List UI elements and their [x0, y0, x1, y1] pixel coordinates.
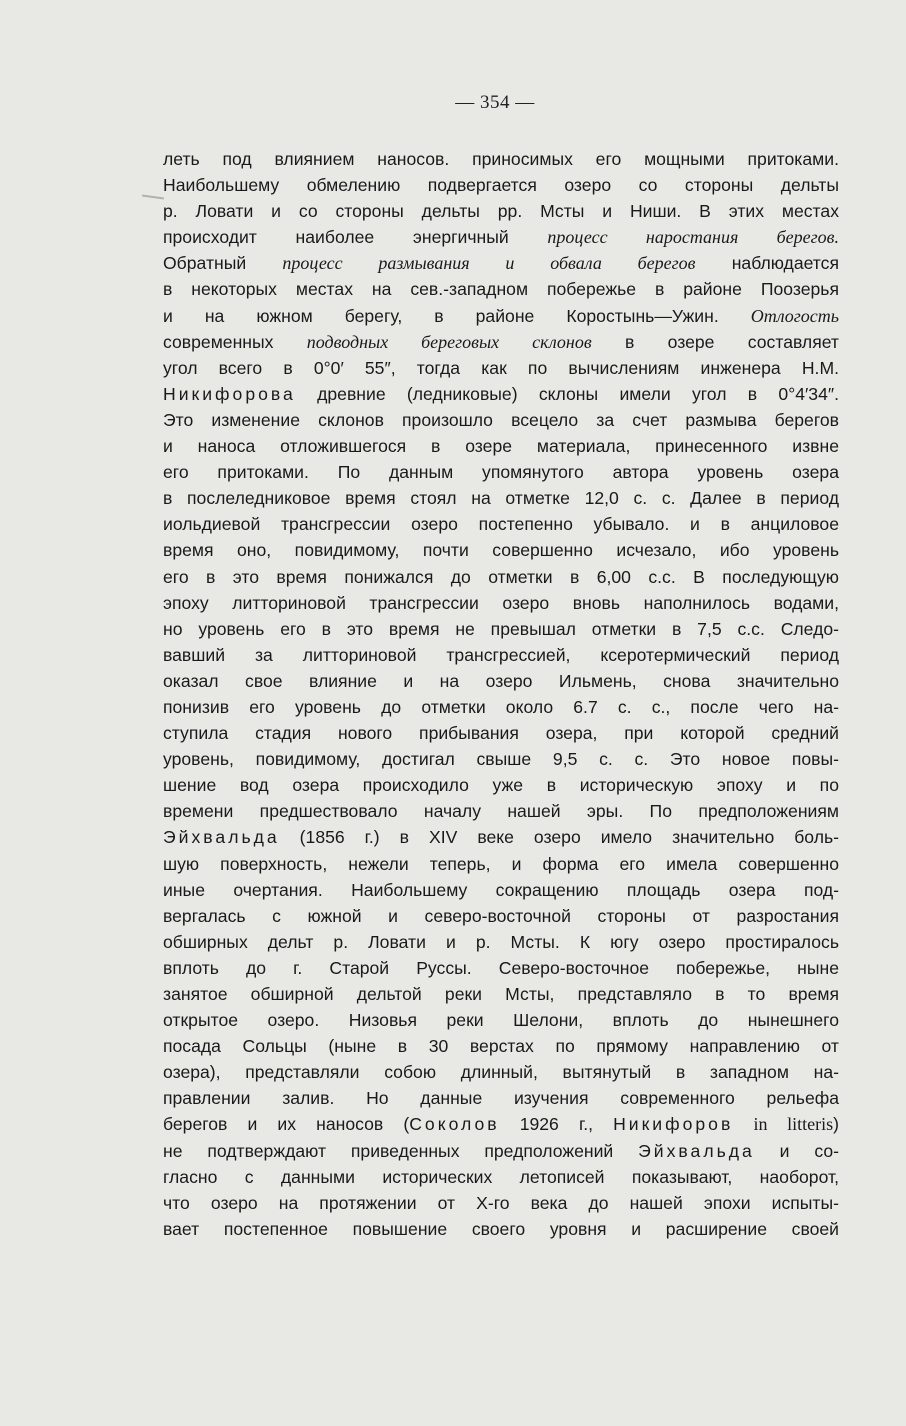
text-line	[163, 511, 839, 537]
text-line	[163, 146, 839, 172]
text-line	[163, 303, 839, 329]
text-run: Это изменение склонов произошло всецело за счет размыва берегов	[163, 409, 839, 430]
latin-phrase: in litteris	[753, 1114, 834, 1135]
text-run: иольдиевой трансгрессии озеро постепенно убывало. и в анциловое	[163, 514, 839, 535]
text-run: Обратный	[163, 253, 283, 274]
text-line	[163, 694, 839, 720]
text-run: берегов и их наносов (	[163, 1114, 410, 1135]
text-line	[163, 616, 839, 642]
text-run: угол всего в 0°0′ 55″, тогда как по вычислениям инженера Н.М.	[163, 357, 839, 378]
text-line	[163, 929, 839, 955]
text-run: шую поверхность, нежели теперь, и форма его имела совершенно	[163, 853, 839, 874]
text-line	[163, 381, 839, 407]
author-name: Никифорова	[163, 383, 296, 404]
text-run: понизив его уровень до отметки около 6.7 с. с., после чего на-	[163, 696, 839, 717]
text-run: древние (ледниковые) склоны имели угол в 0°4′34″.	[295, 383, 839, 404]
text-run: современных	[163, 331, 307, 352]
text-run: не подтверждают приведенных предположений	[163, 1140, 639, 1161]
text-run: вавший за литториновой трансгрессией, ксеротермический период	[163, 644, 839, 665]
text-line	[163, 1164, 839, 1190]
text-run: уровень, повидимому, достигал свыше 9,5 с. с. Это новое повы-	[163, 749, 839, 770]
body-text	[163, 146, 839, 1242]
margin-pencil-mark	[142, 194, 164, 199]
text-run: (1856 г.) в XIV веке озеро имело значительно боль-	[279, 827, 839, 848]
author-name: Эйхвальда	[638, 1140, 755, 1161]
text-line	[163, 903, 839, 929]
text-run: в послеледниковое время стоял на отметке 12,0 с. с. Далее в период	[163, 488, 839, 509]
text-line	[163, 1111, 839, 1137]
text-run: в озере составляет	[591, 331, 839, 352]
text-line	[163, 1007, 839, 1033]
text-run: но уровень его в это время не превышал отметки в 7,5 с.с. Следо-	[163, 618, 839, 639]
text-run: вплоть до г. Старой Руссы. Северо-восточное побережье, ныне	[163, 957, 839, 978]
text-line	[163, 955, 839, 981]
text-line	[163, 590, 839, 616]
author-name: Эйхвальда	[163, 827, 280, 848]
text-line	[163, 824, 839, 850]
page-number: — 354 —	[455, 92, 535, 113]
text-line	[163, 772, 839, 798]
text-line	[163, 459, 839, 485]
text-run: шение вод озера происходило уже в историческую эпоху и по	[163, 775, 839, 796]
text-line	[163, 224, 839, 250]
text-line	[163, 1085, 839, 1111]
text-run: и на южном берегу, в районе Коростынь—Ужин.	[163, 305, 751, 326]
text-line	[163, 485, 839, 511]
text-line	[163, 198, 839, 224]
author-name: Никифоров	[613, 1114, 734, 1135]
text-run: обширных дельт р. Ловати и р. Мсты. К югу озеро простиралось	[163, 931, 839, 952]
text-run: )	[833, 1114, 839, 1135]
italic-term: подводных береговых склонов	[306, 331, 592, 352]
italic-term: Отлогость	[750, 305, 839, 326]
text-line	[163, 1059, 839, 1085]
text-run: и наноса отложившегося в озере материала, принесенного извне	[163, 436, 839, 457]
text-run: правлении залив. Но данные изучения современного рельефа	[163, 1088, 839, 1109]
text-run: в некоторых местах на сев.-западном побережье в районе Поозерья	[163, 279, 839, 300]
text-line	[163, 1033, 839, 1059]
text-run: вергалась с южной и северо-восточной стороны от разростания	[163, 905, 839, 926]
italic-term: процесс наростания берегов.	[547, 227, 839, 248]
text-line	[163, 250, 839, 276]
text-line	[163, 564, 839, 590]
text-run: иные очертания. Наибольшему сокращению площадь озера под-	[163, 879, 839, 900]
text-run: его в это время понижался до отметки в 6,00 с.с. В последующую	[163, 566, 839, 587]
text-line	[163, 537, 839, 563]
text-line	[163, 355, 839, 381]
text-line	[163, 746, 839, 772]
text-line	[163, 642, 839, 668]
text-run: леть под влиянием наносов. приносимых его мощными притоками.	[163, 149, 839, 169]
text-line	[163, 798, 839, 824]
text-run: время оно, повидимому, почти совершенно исчезало, ибо уровень	[163, 540, 839, 561]
text-run: оказал свое влияние и на озеро Ильмень, снова значительно	[163, 670, 839, 691]
text-line	[163, 981, 839, 1007]
text-run: вает постепенное повышение своего уровня и расширение своей	[163, 1218, 839, 1239]
text-line	[163, 407, 839, 433]
text-run: что озеро на протяжении от Х-го века до нашей эпохи испыты-	[163, 1192, 839, 1213]
text-run: посада Сольцы (ныне в 30 верстах по прямому направлению от	[163, 1036, 839, 1057]
text-run: и со-	[754, 1140, 839, 1161]
text-run: времени предшествовало началу нашей эры. По предположениям	[163, 801, 839, 822]
text-run: Наибольшему обмелению подвергается озеро со стороны дельты	[163, 175, 839, 196]
text-line	[163, 668, 839, 694]
text-run: открытое озеро. Низовья реки Шелони, вплоть до нынешнего	[163, 1010, 839, 1031]
italic-term: процесс размывания и обвала берегов	[282, 253, 696, 274]
text-run: эпоху литториновой трансгрессии озеро вновь наполнилось водами,	[163, 592, 839, 613]
text-run: занятое обширной дельтой реки Мсты, представляло в то время	[163, 984, 839, 1004]
text-run: наблюдается	[695, 253, 839, 274]
text-run: р. Ловати и со стороны дельты рр. Мсты и Ниши. В этих местах	[163, 201, 839, 222]
text-line	[163, 720, 839, 746]
text-run	[733, 1114, 753, 1134]
text-line	[163, 1138, 839, 1164]
author-name: Соколов	[409, 1114, 500, 1135]
text-run: его притоками. По данным упомянутого автора уровень озера	[163, 462, 839, 483]
text-line	[163, 1216, 839, 1242]
text-line	[163, 851, 839, 877]
text-line	[163, 276, 839, 302]
text-line	[163, 877, 839, 903]
text-line	[163, 172, 839, 198]
text-line	[163, 1190, 839, 1216]
text-run: ступила стадия нового прибывания озера, при которой средний	[163, 723, 839, 744]
text-line	[163, 433, 839, 459]
text-run: 1926 г.,	[499, 1114, 614, 1135]
text-run: гласно с данными исторических летописей показывают, наоборот,	[163, 1166, 839, 1187]
text-line	[163, 329, 839, 355]
text-run: происходит наиболее энергичный	[163, 227, 548, 248]
text-run: озера), представляли собою длинный, вытянутый в западном на-	[163, 1062, 839, 1083]
